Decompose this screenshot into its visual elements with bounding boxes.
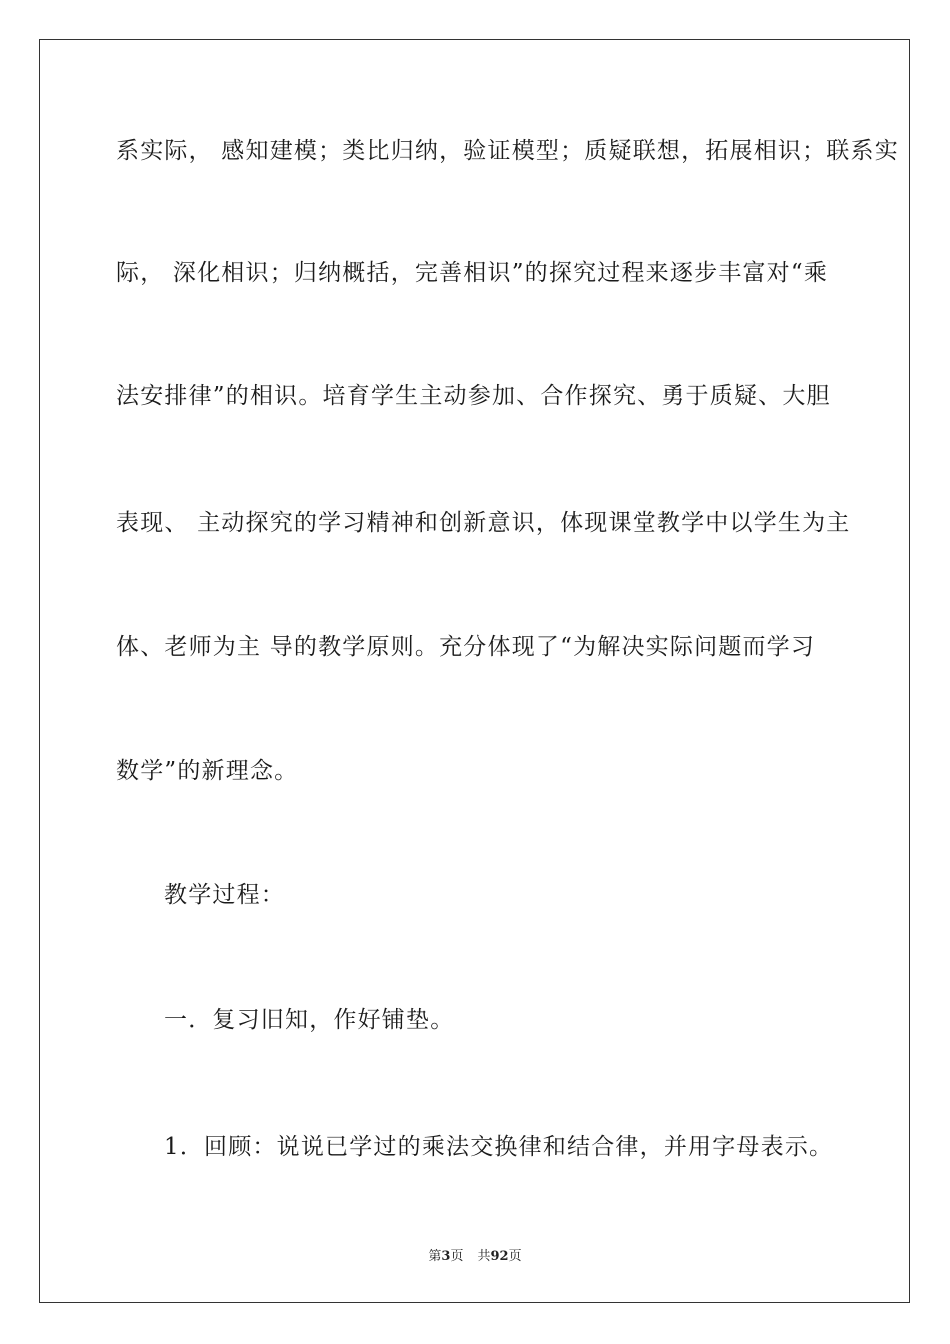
page-border bbox=[39, 39, 910, 1303]
footer-page-number: 3 bbox=[441, 1249, 451, 1264]
list-item-1: 1．回顾：说说已学过的乘法交换律和结合律，并用字母表示。 bbox=[164, 1134, 834, 1160]
heading-section-1: 一．复习旧知，作好铺垫。 bbox=[164, 1007, 455, 1033]
paragraph-line-5: 体、老师为主 导的教学原则。充分体现了“为解决实际问题而学习 bbox=[116, 634, 816, 660]
paragraph-line-1: 系实际， 感知建模；类比归纳，验证模型；质疑联想，拓展相识；联系实 bbox=[116, 138, 899, 164]
footer-total-prefix: 共 bbox=[477, 1249, 491, 1264]
heading-teaching-process: 教学过程： bbox=[164, 882, 285, 908]
footer-page-suffix: 页 bbox=[450, 1249, 464, 1264]
paragraph-line-2: 际， 深化相识；归纳概括，完善相识”的探究过程来逐步丰富对“乘 bbox=[116, 260, 829, 286]
footer-total-pages: 92 bbox=[490, 1249, 509, 1264]
paragraph-line-3: 法安排律”的相识。培育学生主动参加、合作探究、勇于质疑、大胆 bbox=[116, 383, 831, 409]
page-footer bbox=[0, 1248, 950, 1266]
paragraph-line-4: 表现、 主动探究的学习精神和创新意识，体现课堂教学中以学生为主 bbox=[116, 510, 851, 536]
paragraph-line-6: 数学”的新理念。 bbox=[116, 758, 299, 784]
footer-total-suffix: 页 bbox=[508, 1249, 522, 1264]
footer-page-prefix: 第 bbox=[428, 1249, 442, 1264]
